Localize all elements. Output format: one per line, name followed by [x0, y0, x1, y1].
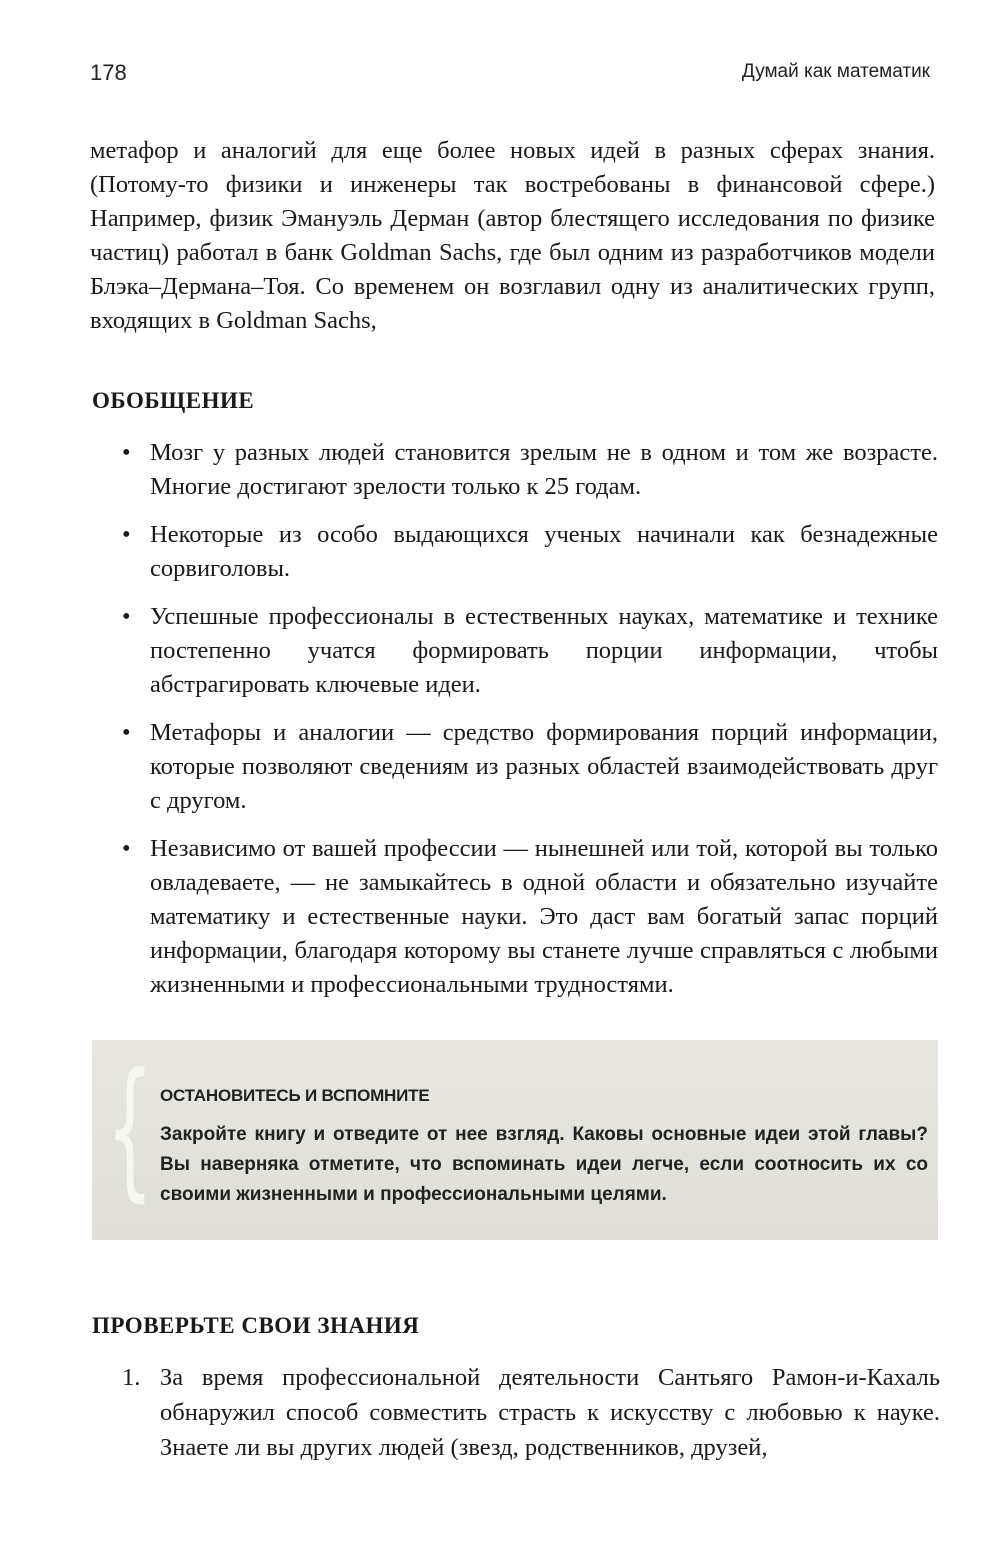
summary-list: [118, 436, 938, 1016]
summary-item-text: Метафоры и аналогии — средство формирования порций информации, которые позволяют сведениям из разных областей взаимодействовать друг с другом.: [150, 719, 938, 814]
summary-item-3: [118, 600, 938, 702]
bullet-icon: •: [122, 835, 131, 862]
summary-item-2: [118, 518, 938, 586]
callout-text: Закройте книгу и отведите от нее взгляд. Каковы основные идеи этой главы? Вы наверняка отметите, что вспоминать идеи легче, если соотносить их со своими жизненными и профессиональными целями.: [160, 1124, 928, 1205]
summary-item-text: Мозг у разных людей становится зрелым не в одном и том же возрасте. Многие достигают зрелости только к 25 годам.: [150, 439, 938, 500]
callout-title: ОСТАНОВИТЕСЬ И ВСПОМНИТЕ: [160, 1086, 430, 1105]
question-number: 1.: [122, 1364, 141, 1391]
recall-callout-box: [92, 1040, 938, 1240]
curly-brace-icon: {: [106, 1042, 154, 1216]
bullet-icon: •: [122, 719, 131, 746]
running-head-title: Думай как математик: [741, 61, 930, 82]
summary-item-5: [118, 832, 938, 1002]
question-text: За время профессиональной деятельности Сантьяго Рамон-и-Кахаль обнаружил способ совместить страсть к искусству с любовью к науке. Знаете ли вы других людей (звезд, родственников, друзей,: [160, 1364, 940, 1461]
summary-item-1: [118, 436, 938, 504]
summary-item-text: Независимо от вашей профессии — нынешней или той, которой вы только овладеваете, — не замыкайтесь в одной области и обязательно изучайте математику и естественные науки. Это даст вам богатый запас порций информации, благодаря которому вы станете лучше справляться с любыми жизненными и профессиональными трудностями.: [150, 835, 938, 998]
page-number: 178: [90, 60, 127, 85]
summary-item-4: [118, 716, 938, 818]
bullet-icon: •: [122, 603, 131, 630]
summary-item-text: Успешные профессионалы в естественных науках, математике и технике постепенно учатся формировать порции информации, чтобы абстрагировать ключевые идеи.: [150, 603, 938, 698]
question-item-1: [122, 1360, 940, 1465]
bullet-icon: •: [122, 439, 131, 466]
check-questions-list: [122, 1360, 940, 1465]
bullet-icon: •: [122, 521, 131, 548]
check-knowledge-heading: ПРОВЕРЬТЕ СВОИ ЗНАНИЯ: [92, 1313, 420, 1338]
summary-item-text: Некоторые из особо выдающихся ученых начинали как безнадежные сорвиголовы.: [150, 521, 938, 582]
intro-paragraph: метафор и аналогий для еще более новых идей в разных сферах знания. (Потому-то физики и инженеры так востребованы в финансовой сфере.) Например, физик Эмануэль Дерман (автор блестящего исследования по физике частиц) работал в банк Goldman Sachs, где был одним из разработчиков модели Блэка–Дермана–Тоя. Со временем он возглавил одну из аналитических групп, входящих в Goldman Sachs,: [90, 137, 935, 334]
summary-heading: ОБОБЩЕНИЕ: [92, 388, 255, 413]
